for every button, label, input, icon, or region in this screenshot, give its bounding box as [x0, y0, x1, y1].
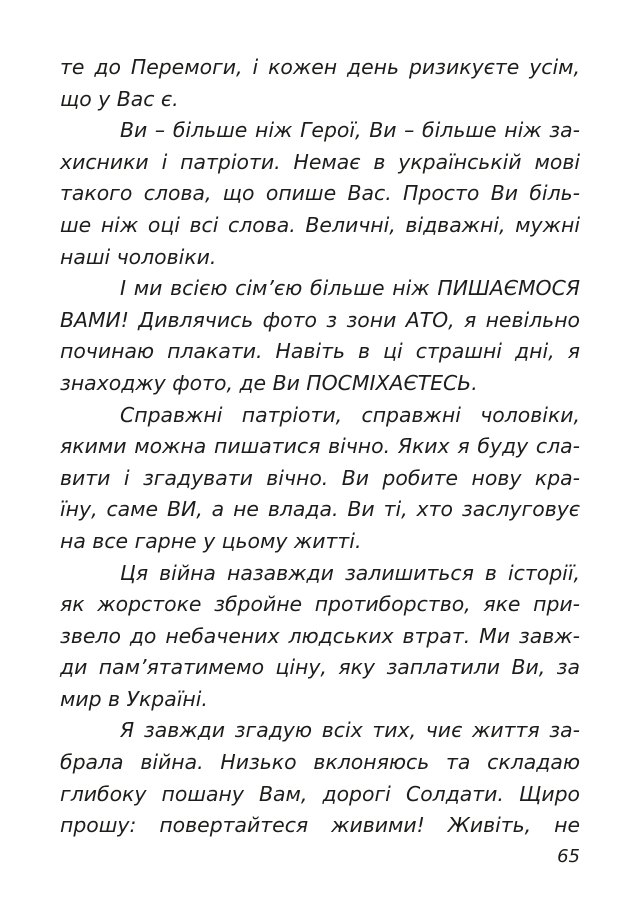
text-line: знаходжу фото, де Ви ПОСМІХАЄТЕСЬ.	[60, 370, 478, 395]
paragraph	[60, 115, 580, 273]
text-line: наші чоловіки.	[60, 244, 217, 269]
text-line: звело до небачених людських втрат. Ми завж-	[60, 623, 580, 648]
text-line: Справжні патріоти, справжні чоловіки,	[120, 402, 580, 427]
text-line: такого слова, що опише Вас. Просто Ви біль-	[60, 181, 580, 206]
text-line: глибоку пошану Вам, дорогі Солдати. Щиро	[60, 781, 580, 806]
text-line: Я завжди згадую всіх тих, чиє життя за-	[120, 718, 580, 743]
text-line: Ця війна назавжди залишиться в історії,	[120, 560, 580, 585]
paragraph	[60, 400, 580, 558]
text-line: Ви – більше ніж Герої, Ви – більше ніж за-	[120, 118, 580, 143]
text-line: починаю плакати. Навіть в ці страшні дні, я	[60, 339, 580, 364]
text-line: хисники і патріоти. Немає в українській мові	[60, 149, 580, 174]
text-line: якими можна пишатися вічно. Яких я буду сла-	[60, 434, 580, 459]
paragraph	[60, 558, 580, 716]
text-line: те до Перемоги, і кожен день ризикуєте усім,	[60, 55, 580, 79]
body-text	[60, 52, 580, 842]
text-line: вити і згадувати вічно. Ви робите нову кра-	[60, 465, 580, 490]
text-line: прошу: повертайтеся живими! Живіть, не	[60, 813, 580, 838]
text-line: ВАМИ! Дивлячись фото з зони АТО, я невільно	[60, 307, 580, 332]
text-line: що у Вас є.	[60, 86, 179, 111]
text-line: їну, саме ВИ, а не влада. Ви ті, хто заслуговує	[60, 497, 580, 522]
text-line: ди пам’ятатимемо ціну, яку заплатили Ви, за	[60, 655, 580, 680]
paragraph	[60, 715, 580, 841]
text-line: І ми всією сім’єю більше ніж ПИШАЄМОСЯ	[120, 276, 580, 301]
text-line: брала війна. Низько вклоняюсь та складаю	[60, 750, 580, 775]
page-number: 65	[557, 846, 580, 867]
text-line: ше ніж оці всі слова. Величні, відважні, мужні	[60, 212, 580, 237]
paragraph	[60, 52, 580, 115]
text-line: мир в Україні.	[60, 686, 208, 711]
text-line: на все гарне у цьому житті.	[60, 528, 362, 553]
text-line: як жорстоке збройне протиборство, яке при-	[60, 592, 580, 617]
paragraph	[60, 273, 580, 399]
